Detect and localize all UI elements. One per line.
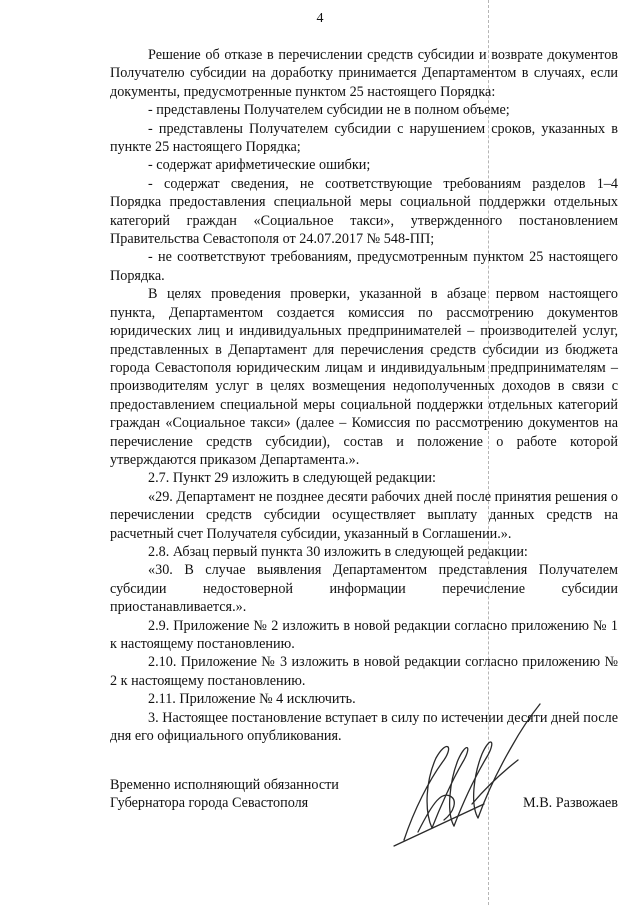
paragraph: В целях проведения проверки, указанной в абзаце первом настоящего пункта, Департаментом создается комиссия по рассмотрению документов юридических лиц и индивидуальных предпринимателей – производителей услуг, представленных в Департамент для перечисления средств субсидии из бюджета города Севастополя юридическим лицам и индивидуальным предпринимателям – производителям услуг в целях возмещения недополученных доходов в связи с предоставлением специальной меры социальной поддержки отдельных категорий граждан «Социальное такси» (далее – Комиссия по рассмотрению документов на перечисление средств субсидии), состав и положение о работе которой утверждаются приказом Департамента.». [110,286,618,468]
paragraph: - содержат арифметические ошибки; [148,157,371,174]
paragraph: 2.7. Пункт 29 изложить в следующей редакции: [148,470,436,487]
signatory-position-line1: Временно исполняющий обязанности [110,777,339,793]
paragraph: 3. Настоящее постановление вступает в силу по истечении десяти дней после дня его официального опубликования. [110,709,618,745]
signatory-name: М.В. Развожаев [523,795,618,812]
handwritten-signature [384,700,544,850]
signatory-position-line2: Губернатора города Севастополя [110,795,309,812]
paragraph: «29. Департамент не позднее десяти рабочих дней после принятия решения о перечислении средств субсидии осуществляет выплату данных средств на расчетный счет Получателя субсидии, указанный в Соглашении.». [110,488,618,542]
document-body [110,46,618,745]
paragraph: «30. В случае выявления Департаментом представления Получателем субсидии недостоверной информации перечисление субсидии приостанавливается.». [110,562,618,616]
paragraph: 2.8. Абзац первый пункта 30 изложить в следующей редакции: [148,543,528,560]
paragraph: Решение об отказе в перечислении средств субсидии и возврате документов Получателю субсидии на доработку принимается Департаментом в случаях, если документы, предусмотренные пунктом 25 настоящего Порядка: [110,47,618,100]
paragraph: 2.9. Приложение № 2 изложить в новой редакции согласно приложению № 1 к настоящему постановлению. [110,617,618,652]
paragraph: - не соответствуют требованиям, предусмотренным пунктом 25 настоящего Порядка. [110,249,618,284]
page-number: 4 [316,11,324,26]
paragraph: - содержат сведения, не соответствующие требованиям разделов 1–4 Порядка предоставления специальной меры социальной поддержки отдельных категорий граждан «Социальное такси», утвержденного постановлением Правительства Севастополя от 24.07.2017 № 548-ПП; [110,175,618,248]
paragraph: 2.11. Приложение № 4 исключить. [148,691,356,708]
paragraph: - представлены Получателем субсидии не в полном объеме; [148,102,510,119]
paragraph: 2.10. Приложение № 3 изложить в новой редакции согласно приложению № 2 к настоящему постановлению. [110,654,618,689]
paragraph: - представлены Получателем субсидии с нарушением сроков, указанных в пункте 25 настоящего Порядка; [110,120,618,156]
